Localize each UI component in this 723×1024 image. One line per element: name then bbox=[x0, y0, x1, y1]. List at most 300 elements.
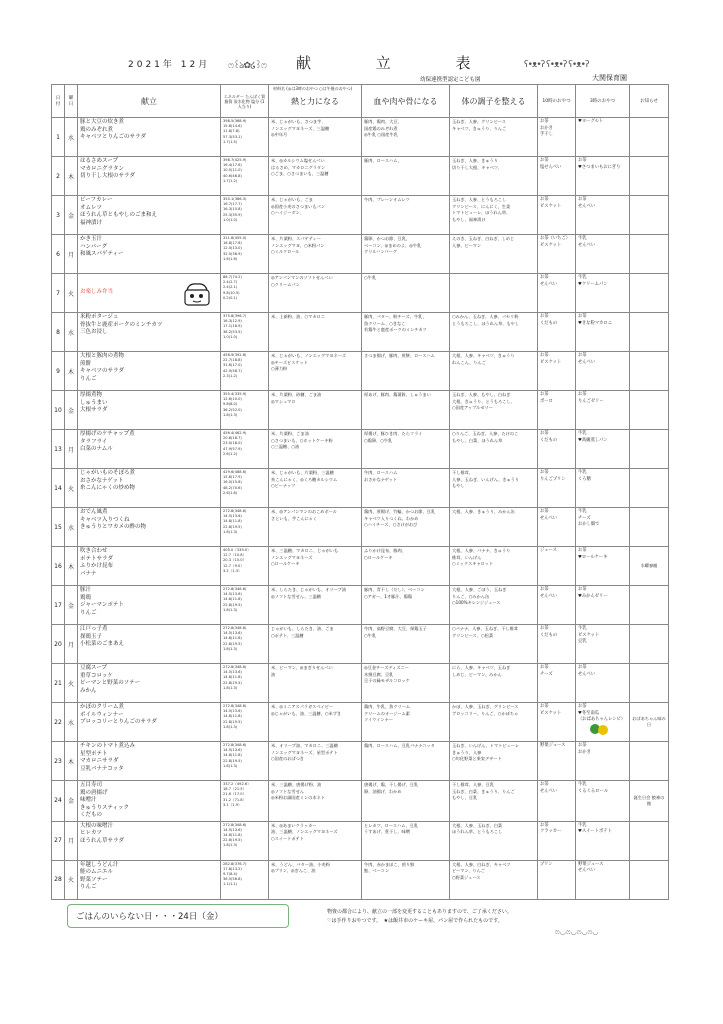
day-number: 15 bbox=[52, 508, 65, 547]
menu-items-line: 白菜のナムル bbox=[80, 446, 113, 452]
snack-3pm-line: せんべい bbox=[578, 671, 596, 677]
blood-foods bbox=[362, 860, 450, 899]
snack-10am bbox=[538, 391, 576, 430]
nutrition-values-line: 47.9(57.9) bbox=[223, 446, 242, 451]
menu-items bbox=[78, 703, 221, 742]
notice bbox=[630, 586, 669, 625]
col-nutrition: エネルギー たんぱく質 脂質 炭水化物 塩分 (1人当り) bbox=[221, 85, 269, 118]
nutrition-values-line: 1.6(1.6) bbox=[223, 256, 238, 261]
heat-foods-line: さといも、芋こんにゃく bbox=[271, 515, 317, 521]
snack-10am-line: ビスケット bbox=[540, 359, 562, 365]
menu-items-line: チキンのトマト煮込み bbox=[80, 743, 135, 749]
day-number: 27 bbox=[52, 821, 65, 860]
table-row bbox=[52, 196, 669, 235]
heat-foods bbox=[269, 235, 362, 274]
body-foods-line: トマトピューレ、ほうれん草、 bbox=[452, 210, 511, 215]
blood-foods-line: 牛肉、プレーンオムレツ bbox=[364, 197, 410, 202]
snack-3pm-line: お茶 bbox=[578, 197, 587, 202]
table-row bbox=[52, 664, 669, 703]
menu-items-line: 星型ポテト bbox=[80, 750, 108, 757]
menu-items-line: 鶏鶏 bbox=[80, 594, 92, 601]
nutrition-values-line: 22.8(19.5) bbox=[223, 641, 242, 646]
table-row bbox=[52, 391, 669, 430]
menu-items-line: かき玉汁 bbox=[80, 236, 103, 242]
menu-items-line: 探鶏玉子 bbox=[80, 633, 103, 640]
body-foods bbox=[450, 196, 538, 235]
menu-items-line: 小松菜のごまあえ bbox=[80, 641, 125, 647]
blood-foods-line: グリルハンバーグ bbox=[364, 249, 397, 254]
table-row bbox=[52, 157, 669, 196]
nutrition-values-line: 22.8(19.5) bbox=[223, 680, 242, 685]
menu-items-line: ふりかけ昆布 bbox=[80, 563, 114, 569]
menu-items-line: お楽しみ弁当 bbox=[80, 289, 114, 296]
col-heat bbox=[269, 85, 362, 118]
menu-items-line: キャベツとりんごのサラダ bbox=[80, 134, 146, 140]
menu-items bbox=[78, 118, 221, 157]
menu-items bbox=[78, 625, 221, 664]
day-number: 20 bbox=[52, 625, 65, 664]
snack-10am-line: せんべい bbox=[540, 281, 558, 287]
nutrition-values-line: 32.0(36.9) bbox=[223, 251, 242, 256]
body-foods-line: もやし、福神漬け bbox=[452, 216, 486, 222]
heat-foods-line: はるさめ、マカロニグラタン bbox=[271, 164, 326, 170]
snack-3pm bbox=[576, 352, 630, 391]
nutrition-values-line: 14.8(11.8) bbox=[223, 753, 242, 758]
nutrition-values-line: 22.8(19.5) bbox=[223, 838, 242, 843]
blood-foods-line: ふりかけ昆布、豚肉、 bbox=[364, 548, 406, 553]
blood-foods-line: ○牛乳 bbox=[364, 632, 377, 638]
blood-foods bbox=[362, 313, 450, 352]
snack-3pm bbox=[576, 157, 630, 196]
menu-items-line: 五目寿司 bbox=[80, 782, 103, 788]
blood-foods-line: うすあげ、煮干し、味噌 bbox=[364, 829, 410, 834]
heat-foods-line: ○ミルクロール bbox=[271, 249, 300, 254]
notice bbox=[630, 469, 669, 508]
org-name: 幼保連携型認定こども園 bbox=[420, 77, 481, 83]
menu-items bbox=[78, 235, 221, 274]
menu-items-line: 大根の味噌汁 bbox=[80, 822, 114, 829]
blood-foods bbox=[362, 118, 450, 157]
heat-foods-line: じゃがいも、しらたき、油、ごま bbox=[271, 626, 334, 631]
body-foods bbox=[450, 781, 538, 822]
blood-foods bbox=[362, 703, 450, 742]
weekday: 金 bbox=[65, 196, 78, 235]
snack-3pm bbox=[576, 508, 630, 547]
snack-3pm-line: お茶 bbox=[578, 665, 587, 670]
table-row bbox=[52, 821, 669, 860]
heat-foods bbox=[269, 469, 362, 508]
body-foods-line: 玉ねぎ、人参、もやし、白ねぎ bbox=[452, 392, 511, 397]
body-foods-line: 玉ねぎ、人参、グリンピース bbox=[452, 119, 506, 124]
blood-foods-line: 牛肉、赤かまぼこ、煎り鮮 bbox=[364, 861, 415, 867]
heat-foods bbox=[269, 547, 362, 586]
heat-foods-line: ◎じゃがいも、油、三温糖、○米ずき bbox=[271, 710, 342, 716]
body-foods-line: かぼ、人参、玉ねぎ、グリンピース bbox=[452, 704, 519, 709]
nutrition-values bbox=[221, 118, 269, 157]
col-body: 体の調子を整える bbox=[450, 85, 538, 118]
col-notes: お知らせ bbox=[630, 85, 669, 118]
day-number: 1 bbox=[52, 118, 65, 157]
heat-foods-line: 米、じゃがいも、片栗粉、三温糖 bbox=[271, 470, 334, 475]
snack-10am-line: お茶 bbox=[540, 314, 549, 319]
body-foods-line: れんこん、りんご bbox=[452, 359, 486, 365]
heat-foods-line: ◎中年月 bbox=[271, 132, 288, 137]
nutrition-values bbox=[221, 821, 269, 860]
snack-3pm bbox=[576, 313, 630, 352]
snack-3pm-line: 牛乳 bbox=[578, 782, 587, 787]
table-row bbox=[52, 118, 669, 157]
no-rice-day-box: ごはんのいらない日・・・24日（金） bbox=[67, 904, 289, 928]
table-row bbox=[52, 781, 669, 822]
snack-10am bbox=[538, 547, 576, 586]
nutrition-values bbox=[221, 547, 269, 586]
snack-3pm-line: 野菜ジュース bbox=[578, 861, 604, 867]
body-foods-line: もやし、豆乳 bbox=[452, 795, 478, 800]
nutrition-values bbox=[221, 469, 269, 508]
snack-3pm bbox=[576, 391, 630, 430]
nutrition-values bbox=[221, 157, 269, 196]
body-foods-line: 大根、人参、バナナ、きゅうり bbox=[452, 548, 511, 553]
menu-items-line: 鶏の唐揚げ bbox=[80, 789, 108, 796]
nutrition-values-line: 12.6(10.0) bbox=[223, 397, 242, 402]
col-blood: 血や肉や骨になる bbox=[362, 85, 450, 118]
table-row bbox=[52, 235, 669, 274]
blood-foods bbox=[362, 821, 450, 860]
blood-foods-line: 鶏卵、かつお節、豆乳、 bbox=[364, 236, 411, 241]
snack-3pm-line: お茶 bbox=[578, 743, 587, 748]
body-foods-line: 大根、人参、白ねぎ、キャベツ bbox=[452, 861, 511, 867]
nutrition-values-line: 311.8(455.0) bbox=[223, 236, 247, 240]
nutrition-values-line: 16.7(17.7) bbox=[223, 202, 242, 207]
snack-10am-line: お茶 bbox=[540, 275, 549, 280]
snack-10am-line: くだもの bbox=[540, 320, 558, 326]
table-row bbox=[52, 742, 669, 781]
snack-3pm-line: ♥みかんゼリー bbox=[578, 593, 608, 599]
menu-items-line: 骨抜牛と鹿産ポークのミンチカツ bbox=[80, 321, 163, 328]
heat-foods bbox=[269, 742, 362, 781]
table-row bbox=[52, 860, 669, 899]
snack-3pm bbox=[576, 742, 630, 781]
table-row bbox=[52, 547, 669, 586]
nutrition-values-line: 42.0(58.7) bbox=[223, 368, 242, 373]
blood-foods bbox=[362, 235, 450, 274]
nutrition-values-line: 429.6(488.6) bbox=[223, 470, 247, 474]
heat-foods-line: ◎チーズビスケット bbox=[271, 359, 308, 365]
heat-foods-line: ○薄力粉 bbox=[271, 366, 288, 371]
snack-10am-line: くだもの bbox=[540, 437, 558, 443]
menu-items bbox=[78, 430, 221, 469]
heat-foods bbox=[269, 196, 362, 235]
snack-3pm bbox=[576, 821, 630, 860]
snack-3pm-line: チーズ bbox=[578, 515, 591, 521]
snack-10am bbox=[538, 781, 576, 822]
nutrition-values-line: 398.7(425.9) bbox=[223, 158, 247, 162]
snack-10am bbox=[538, 235, 576, 274]
snack-3pm bbox=[576, 860, 630, 899]
blood-foods bbox=[362, 508, 450, 547]
snack-3pm-line: 牛乳 bbox=[578, 431, 587, 436]
snack-3pm-line: お茶 bbox=[578, 392, 587, 397]
notice bbox=[630, 313, 669, 352]
snack-3pm bbox=[576, 235, 630, 274]
snack-3pm-line: ♥さつまいもおにぎり bbox=[578, 164, 621, 170]
nutrition-values bbox=[221, 742, 269, 781]
body-foods-line: 大根、人参、キャベツ、きゅうり bbox=[452, 353, 515, 358]
weekday: 月 bbox=[65, 625, 78, 664]
snack-10am-line: せんべい bbox=[540, 515, 558, 521]
body-foods-line: 干し椎茸、人参、豆乳 bbox=[452, 782, 494, 787]
blood-foods-line: キャベツ入りつくね、わかめ bbox=[364, 515, 419, 521]
nutrition-values-line: 1.8(1.3) bbox=[223, 646, 238, 651]
snack-3pm bbox=[576, 196, 630, 235]
nutrition-values bbox=[221, 235, 269, 274]
notice bbox=[630, 235, 669, 274]
heat-foods-line: ○さつまいも、○ホットケーキ粉 bbox=[271, 437, 333, 443]
weekday: 水 bbox=[65, 703, 78, 742]
snack-3pm-line: 牛乳 bbox=[578, 236, 587, 241]
weekday: 金 bbox=[65, 781, 78, 822]
weekday: 火 bbox=[65, 664, 78, 703]
menu-items bbox=[78, 664, 221, 703]
heat-foods bbox=[269, 313, 362, 352]
body-foods bbox=[450, 742, 538, 781]
menu-items-line: オムレツ bbox=[80, 204, 103, 211]
body-foods-line: えのき、玉ねぎ、白ねぎ、しめじ bbox=[452, 236, 515, 241]
notice bbox=[630, 274, 669, 313]
menu-items bbox=[78, 781, 221, 822]
body-foods-line: もやし、白菜、ほうれん草 bbox=[452, 437, 503, 443]
menu-items-line: 鶏のみぞれ煮 bbox=[80, 126, 114, 133]
snack-10am bbox=[538, 742, 576, 781]
menu-items-line: ジャーマンポテト bbox=[80, 602, 124, 608]
nutrition-values-line: 20.8(18.7) bbox=[223, 436, 242, 441]
footer-note-2: ♡は手作りおやつです。 ★は飯井市のケーキ屋、パン屋で作られたものです。 bbox=[327, 918, 503, 924]
snack-10am-line: ビスケット bbox=[540, 203, 562, 209]
body-foods bbox=[450, 547, 538, 586]
nutrition-values-line: 12.7（10.8） bbox=[223, 553, 247, 558]
nutrition-values-line: 0.2(0.1) bbox=[223, 295, 238, 300]
nutrition-values bbox=[221, 625, 269, 664]
nutrition-values-line: 1.0(1.0) bbox=[223, 217, 238, 222]
snack-10am-line: ジュース bbox=[540, 548, 557, 553]
heat-foods-line: 油 bbox=[271, 671, 276, 677]
nutrition-values-line: 1.7(1.5) bbox=[223, 139, 238, 144]
menu-items-line: 重草コロッケ bbox=[80, 672, 113, 679]
nutrition-values-line: 57.3(53.1) bbox=[223, 134, 242, 139]
nutrition-values bbox=[221, 391, 269, 430]
nutrition-values-line: 16.8(17.8) bbox=[223, 241, 242, 246]
snack-3pm-line: お茶 bbox=[578, 548, 587, 553]
body-foods bbox=[450, 391, 538, 430]
snack-3pm-line: 牛乳 bbox=[578, 275, 587, 280]
snack-10am bbox=[538, 703, 576, 742]
menu-items-line: 野菜ソテー bbox=[80, 876, 108, 883]
snack-3pm-line: せんべい bbox=[578, 359, 596, 365]
menu-items-line: 厚揚げのケチャップ煮 bbox=[80, 431, 135, 437]
menu-items-line: 煎餅 bbox=[80, 360, 92, 367]
weekday: 木 bbox=[65, 157, 78, 196]
nutrition-values-line: 1.8(1.3) bbox=[223, 607, 238, 612]
blood-foods-line: ○ロールケーキ bbox=[364, 554, 393, 560]
blood-foods-line: ソイウインナー bbox=[364, 717, 393, 722]
nutrition-values-line: 456.9(392.8) bbox=[223, 353, 247, 357]
snack-3pm bbox=[576, 547, 630, 586]
nutrition-values bbox=[221, 313, 269, 352]
notice: 水曜参観 bbox=[630, 547, 669, 586]
nutrition-values bbox=[221, 196, 269, 235]
body-foods-line: ○野菜ジュース bbox=[452, 874, 481, 880]
menu-items-line: ヒレカツ bbox=[80, 830, 103, 836]
snack-10am bbox=[538, 118, 576, 157]
blood-foods-line: 若鶏牛と鹿産ポークのミンチカツ bbox=[364, 327, 427, 332]
nutrition-values-line: 40.6(46.8) bbox=[223, 173, 242, 178]
snack-3pm-line: お茶 bbox=[578, 587, 587, 592]
nutrition-values bbox=[221, 352, 269, 391]
snack-3pm-line: りんごゼリー bbox=[578, 398, 604, 404]
menu-items bbox=[78, 860, 221, 899]
snack-3pm bbox=[576, 781, 630, 822]
heat-foods-line: ○スイートポテト bbox=[271, 835, 304, 841]
heat-foods-line: 米、オリーブ油、マカロニ、三温糖 bbox=[271, 743, 338, 748]
menu-items-line: 福神漬け bbox=[80, 219, 103, 226]
snack-10am bbox=[538, 508, 576, 547]
body-foods-line: ほうれん草、とうもろこし bbox=[452, 829, 503, 834]
heat-foods bbox=[269, 625, 362, 664]
menu-items-line: 豚汁 bbox=[80, 587, 92, 593]
menu-items-line: マカロニサラダ bbox=[80, 758, 119, 764]
nutrition-values-line: 375.8(396.7) bbox=[223, 314, 247, 318]
nutrition-values-line: 16.3(15.8) bbox=[223, 207, 242, 212]
menu-items-line: 味噌汁 bbox=[80, 797, 97, 803]
nutrition-values-line: 22.8(19.5) bbox=[223, 719, 242, 724]
body-foods bbox=[450, 352, 538, 391]
nutrition-values bbox=[221, 508, 269, 547]
nutrition-values-line: 22.7(18.8) bbox=[223, 358, 242, 363]
menu-items-line: りんご bbox=[80, 375, 97, 382]
heat-foods-line: ○ポテト、三温糖 bbox=[271, 632, 304, 638]
snack-10am-line: お茶 bbox=[540, 431, 549, 436]
snack-10am bbox=[538, 469, 576, 508]
nutrition-values-line: 14.8(11.8) bbox=[223, 714, 242, 719]
menu-items-line: マカロニグラタン bbox=[80, 165, 124, 172]
blood-foods bbox=[362, 781, 450, 822]
notice: おばあちゃん味の日 bbox=[630, 703, 669, 742]
nutrition-values-line: 1.7(1.2) bbox=[223, 178, 238, 183]
snack-3pm bbox=[576, 586, 630, 625]
menu-items-line: りんご bbox=[80, 884, 97, 890]
heat-foods bbox=[269, 508, 362, 547]
menu-items bbox=[78, 469, 221, 508]
heat-foods-line: ○三温糖、○油 bbox=[271, 444, 300, 449]
heat-foods-line: ◎米粉お細国産ミンの木ネト bbox=[271, 795, 325, 800]
body-foods bbox=[450, 625, 538, 664]
blood-foods-line: 魚クリーム、○きなこ bbox=[364, 320, 406, 326]
snack-3pm bbox=[576, 118, 630, 157]
blood-foods-line: おさかなナゲット bbox=[364, 476, 398, 482]
menu-items-line: 吹き合わせ bbox=[80, 548, 108, 554]
heat-foods-line: 糸こんにゃく、◎くろ糖カルシウム bbox=[271, 476, 338, 482]
col-snack3: 3時のおやつ bbox=[576, 85, 630, 118]
snack-10am-line: お茶 bbox=[540, 822, 549, 828]
blood-foods-line: 卵、油揚げ、わかめ bbox=[364, 788, 402, 794]
snack-10am bbox=[538, 196, 576, 235]
heat-foods-line: ○クリームパン bbox=[271, 281, 300, 287]
heat-foods bbox=[269, 781, 362, 822]
body-foods bbox=[450, 469, 538, 508]
snack-10am bbox=[538, 157, 576, 196]
blood-foods bbox=[362, 586, 450, 625]
snack-10am bbox=[538, 352, 576, 391]
snack-3pm-line: ♥ヨーグルト bbox=[578, 119, 604, 124]
body-foods-line: 人参、玉ねぎ、いんげん、きゅうり bbox=[452, 476, 520, 482]
blood-foods-line: 豚肉、鶏肉、大豆、 bbox=[364, 119, 402, 124]
menu-items-line: 米粉ポタージュ bbox=[80, 314, 119, 320]
body-foods-line: 干し椎茸、 bbox=[452, 470, 473, 475]
weekday: 水 bbox=[65, 508, 78, 547]
weekday: 月 bbox=[65, 430, 78, 469]
heat-foods-line: ノンエッグマヨ、○米粉パン bbox=[271, 242, 325, 248]
snack-10am-line: お茶 bbox=[540, 119, 549, 124]
nutrition-values-line: 355.1(366.3) bbox=[223, 197, 247, 201]
nutrition-values bbox=[221, 664, 269, 703]
notice bbox=[630, 430, 669, 469]
blood-foods-line: 牛肉、高野豆腐、大豆、探鶏玉子 bbox=[364, 626, 427, 631]
body-foods-line: 玉ねぎ、白菜、きゅうり、りんご bbox=[452, 788, 515, 794]
menu-items-line: おでん風煮 bbox=[80, 509, 108, 515]
body-foods-line: ○バナナ、人参、玉ねぎ、干し椎茸 bbox=[452, 626, 519, 631]
weekday: 火 bbox=[65, 469, 78, 508]
table-row bbox=[52, 625, 669, 664]
snack-3pm-line: せんべい bbox=[578, 868, 596, 873]
page-title: 献 立 表 bbox=[296, 54, 501, 72]
nutrition-values-line: 48.2(70.6) bbox=[223, 485, 242, 490]
snack-10am-line: プリン bbox=[540, 861, 553, 867]
menu-items-line: じゃがいものそぼろ煮 bbox=[80, 470, 136, 476]
snack-10am-line: りんごプリン bbox=[540, 476, 566, 482]
heat-foods bbox=[269, 586, 362, 625]
nutrition-values-line: 272.8(348.6) bbox=[223, 743, 247, 747]
snack-3pm bbox=[576, 469, 630, 508]
snack-10am-line: お茶 bbox=[540, 470, 549, 475]
menu-items-line: くだもの bbox=[80, 812, 103, 818]
notice bbox=[630, 118, 669, 157]
table-row bbox=[52, 586, 669, 625]
nutrition-values-line: 2.4(2.7) bbox=[223, 280, 238, 285]
day-number: 10 bbox=[52, 391, 65, 430]
heat-foods-line: ○ピーナッツ bbox=[271, 483, 296, 488]
snack-3pm bbox=[576, 274, 630, 313]
table-row bbox=[52, 313, 669, 352]
nutrition-values-line: 272.8(348.6) bbox=[223, 704, 247, 708]
body-foods-line: グリンピース、にんにく、生姜 bbox=[452, 203, 511, 209]
body-foods-line: ○旬化野菜と果実デザート bbox=[452, 756, 502, 761]
notice bbox=[630, 664, 669, 703]
header-date: 2021年 12月 bbox=[128, 60, 211, 70]
nutrition-values-line: 22.8(19.5) bbox=[223, 602, 242, 607]
snack-10am-line: ボーロ bbox=[540, 398, 553, 404]
snack-10am bbox=[538, 430, 576, 469]
snack-10am-line: お茶 bbox=[540, 509, 549, 514]
blood-foods-line: 牛肉、ロースハム bbox=[364, 470, 398, 475]
nutrition-values-line: 31.2（71.8） bbox=[223, 797, 247, 802]
body-foods-line: もやし bbox=[452, 483, 465, 488]
nutrition-values-line: 1.8(1.3) bbox=[223, 763, 238, 768]
snack-10am-line: ビスケット bbox=[540, 710, 562, 716]
body-foods-line: 玉ねぎ、いんげん、トマトピューレ bbox=[452, 743, 520, 748]
menu-items bbox=[78, 821, 221, 860]
heat-foods-line: 米、三温糖、唐揚げ粉、油 bbox=[271, 782, 322, 787]
nutrition-values-line: 14.5(13.6) bbox=[223, 827, 242, 832]
